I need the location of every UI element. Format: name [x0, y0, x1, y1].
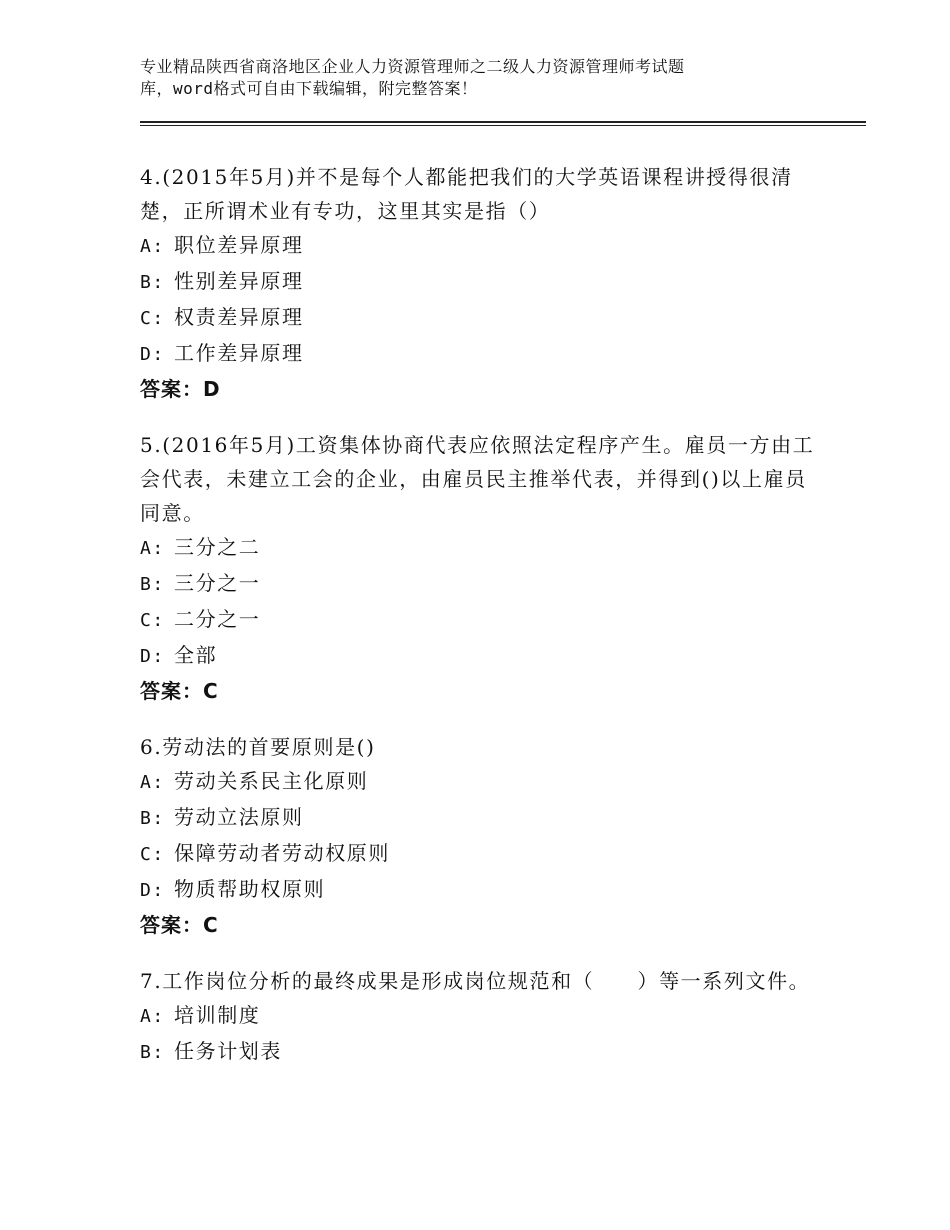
option-c — [140, 300, 820, 336]
question-4 — [140, 160, 820, 406]
option-b — [140, 800, 820, 836]
option-key: C: — [140, 844, 165, 865]
option-text: 保障劳动者劳动权原则 — [174, 841, 390, 865]
option-text: 工作差异原理 — [174, 341, 304, 365]
header-line-2: 库，word格式可自由下载编辑，附完整答案！ — [140, 79, 478, 98]
header-divider-thin — [140, 125, 866, 126]
header-line-1: 专业精品陕西省商洛地区企业人力资源管理师之二级人力资源管理师考试题 — [140, 57, 685, 76]
option-a — [140, 998, 820, 1034]
option-text: 二分之一 — [174, 607, 261, 631]
option-key: A: — [140, 236, 165, 257]
option-key: C: — [140, 308, 165, 329]
option-b — [140, 566, 820, 602]
option-key: D: — [140, 880, 165, 901]
option-text: 劳动关系民主化原则 — [174, 769, 369, 793]
question-6 — [140, 730, 820, 942]
header-divider-thick — [140, 121, 866, 123]
option-d — [140, 872, 820, 908]
option-text: 全部 — [174, 643, 218, 667]
option-text: 劳动立法原则 — [174, 805, 304, 829]
question-5 — [140, 428, 820, 708]
option-key: D: — [140, 646, 165, 667]
option-d — [140, 638, 820, 674]
option-text: 性别差异原理 — [174, 269, 304, 293]
option-a — [140, 764, 820, 800]
question-text: 7.工作岗位分析的最终成果是形成岗位规范和（ ）等一系列文件。 — [140, 969, 811, 993]
option-key: B: — [140, 1042, 165, 1063]
option-key: A: — [140, 538, 165, 559]
option-d — [140, 336, 820, 372]
option-text: 职位差异原理 — [174, 233, 304, 257]
question-text: 6.劳动法的首要原则是() — [140, 735, 376, 759]
option-key: C: — [140, 610, 165, 631]
option-text: 权责差异原理 — [174, 305, 304, 329]
option-key: B: — [140, 272, 165, 293]
question-text: 5.(2016年5月)工资集体协商代表应依照法定程序产生。雇员一方由工会代表，未建立工会的企业，由雇员民主推举代表，并得到()以上雇员同意。 — [140, 433, 815, 525]
option-a — [140, 530, 820, 566]
answer-label: 答案：C — [140, 913, 219, 937]
option-b — [140, 264, 820, 300]
option-text: 三分之二 — [174, 535, 261, 559]
question-text: 4.(2015年5月)并不是每个人都能把我们的大学英语课程讲授得很清楚，正所谓术业有专功，这里其实是指（） — [140, 165, 793, 223]
option-key: D: — [140, 344, 165, 365]
option-b — [140, 1034, 820, 1070]
option-c — [140, 836, 820, 872]
option-c — [140, 602, 820, 638]
option-text: 物质帮助权原则 — [174, 877, 326, 901]
option-text: 三分之一 — [174, 571, 261, 595]
question-list — [140, 160, 820, 1092]
option-key: A: — [140, 772, 165, 793]
option-text: 任务计划表 — [174, 1039, 282, 1063]
option-key: B: — [140, 574, 165, 595]
option-a — [140, 228, 820, 264]
option-key: B: — [140, 808, 165, 829]
answer-label: 答案：C — [140, 679, 219, 703]
option-text: 培训制度 — [174, 1003, 261, 1027]
document-header — [140, 56, 840, 100]
question-7 — [140, 964, 820, 1070]
answer-label: 答案：D — [140, 377, 221, 401]
option-key: A: — [140, 1006, 165, 1027]
